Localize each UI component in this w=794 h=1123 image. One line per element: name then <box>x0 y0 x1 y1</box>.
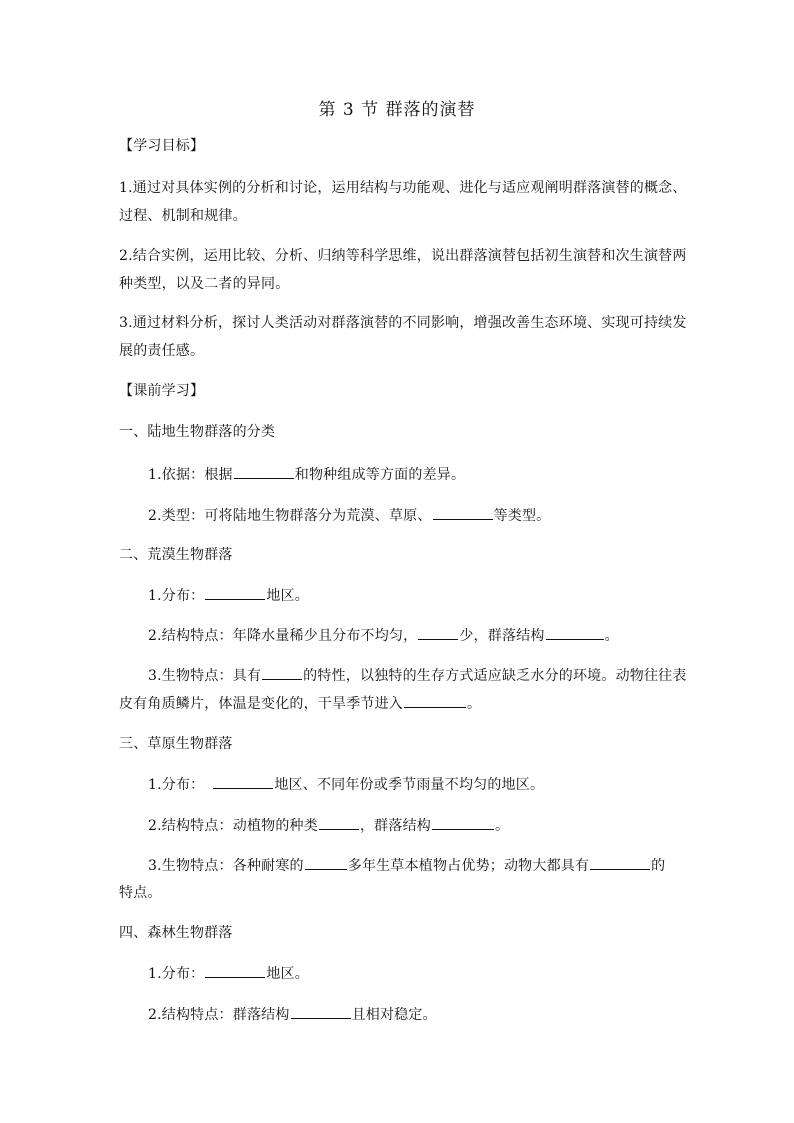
section-2-heading: 二、荒漠生物群落 <box>119 547 233 563</box>
item-text: 。 <box>604 628 619 644</box>
item-text: 等类型。 <box>493 508 551 524</box>
section-1-item-2 <box>148 505 728 526</box>
item-text: 皮有角质鳞片，体温是变化的，干旱季节进入 <box>119 696 403 712</box>
fill-blank[interactable] <box>234 464 294 479</box>
fill-blank[interactable] <box>205 963 265 978</box>
fill-blank[interactable] <box>319 815 359 830</box>
fill-blank[interactable] <box>432 815 494 830</box>
fill-blank[interactable] <box>418 625 458 640</box>
fill-blank[interactable] <box>590 855 650 870</box>
item-text: 3.生物特点：具有 <box>148 668 262 684</box>
item-text: 1.依据：根据 <box>148 467 233 483</box>
item-text: 多年生草本植物占优势；动物大都具有 <box>347 858 590 874</box>
item-text: 1.分布： <box>148 966 205 982</box>
section-3-item-3 <box>148 855 728 876</box>
item-text: 地区。 <box>266 588 309 604</box>
section-3-item-1 <box>148 774 728 795</box>
item-text: 2.结构特点：年降水量稀少且分布不均匀， <box>148 628 418 644</box>
objective-3-line-1: 3.通过材料分析，探讨人类活动对群落演替的不同影响，增强改善生态环境、实现可持续发 <box>119 315 687 331</box>
objective-3-line-2: 展的责任感。 <box>119 343 205 359</box>
item-text: 地区。 <box>266 966 309 982</box>
item-text: 2.结构特点：群落结构 <box>148 1007 290 1023</box>
fill-blank[interactable] <box>433 505 493 520</box>
section-2-item-2 <box>148 625 728 646</box>
section-3-item-2 <box>148 815 728 836</box>
section-2-item-3 <box>148 665 728 686</box>
item-text: 少，群落结构 <box>459 628 545 644</box>
fill-blank[interactable] <box>205 585 265 600</box>
item-text: 地区、不同年份或季节雨量不均匀的地区。 <box>274 777 545 793</box>
item-text: 且相对稳定。 <box>351 1007 437 1023</box>
fill-blank[interactable] <box>291 1004 351 1019</box>
objective-1-line-2: 过程、机制和规律。 <box>119 208 247 224</box>
fill-blank[interactable] <box>305 855 347 870</box>
fill-blank[interactable] <box>546 625 604 640</box>
fill-blank[interactable] <box>262 665 302 680</box>
section-3-item-3-line-2: 特点。 <box>119 885 162 901</box>
item-text: 。 <box>494 818 510 834</box>
item-text: 2.结构特点：动植物的种类 <box>148 818 318 834</box>
section-4-heading: 四、森林生物群落 <box>119 925 233 941</box>
objective-2-line-1: 2.结合实例，运用比较、分析、归纳等科学思维，说出群落演替包括初生演替和次生演替两 <box>119 248 687 264</box>
item-text: 的 <box>651 858 666 874</box>
item-text: ，群落结构 <box>359 818 431 834</box>
item-text: 和物种组成等方面的差异。 <box>294 467 466 483</box>
item-text: 3.生物特点：各种耐寒的 <box>148 858 304 874</box>
section-2-item-1 <box>148 585 728 606</box>
item-text: 。 <box>467 696 482 712</box>
item-text: 1.分布： <box>148 588 205 604</box>
item-text: 2.类型：可将陆地生物群落分为荒漠、草原、 <box>148 508 432 524</box>
page-title: 第 3 节 群落的演替 <box>318 100 476 120</box>
section-4-item-2 <box>148 1004 728 1025</box>
item-text: 1.分布： <box>148 777 205 793</box>
fill-blank[interactable] <box>404 693 466 708</box>
fill-blank[interactable] <box>213 774 273 789</box>
section-4-item-1 <box>148 963 728 984</box>
objectives-heading: 【学习目标】 <box>119 138 205 154</box>
objective-2-line-2: 种类型，以及二者的异同。 <box>119 276 290 292</box>
item-text: 的特性，以独特的生存方式适应缺乏水分的环境。动物往往表 <box>303 668 687 684</box>
section-1-item-1 <box>148 464 728 485</box>
section-1-heading: 一、陆地生物群落的分类 <box>119 424 276 440</box>
section-2-item-3-line-2 <box>119 693 699 714</box>
prestudy-heading: 【课前学习】 <box>119 383 205 399</box>
section-3-heading: 三、草原生物群落 <box>119 736 233 752</box>
objective-1-line-1: 1.通过对具体实例的分析和讨论，运用结构与功能观、进化与适应观阐明群落演替的概念、 <box>119 180 687 196</box>
